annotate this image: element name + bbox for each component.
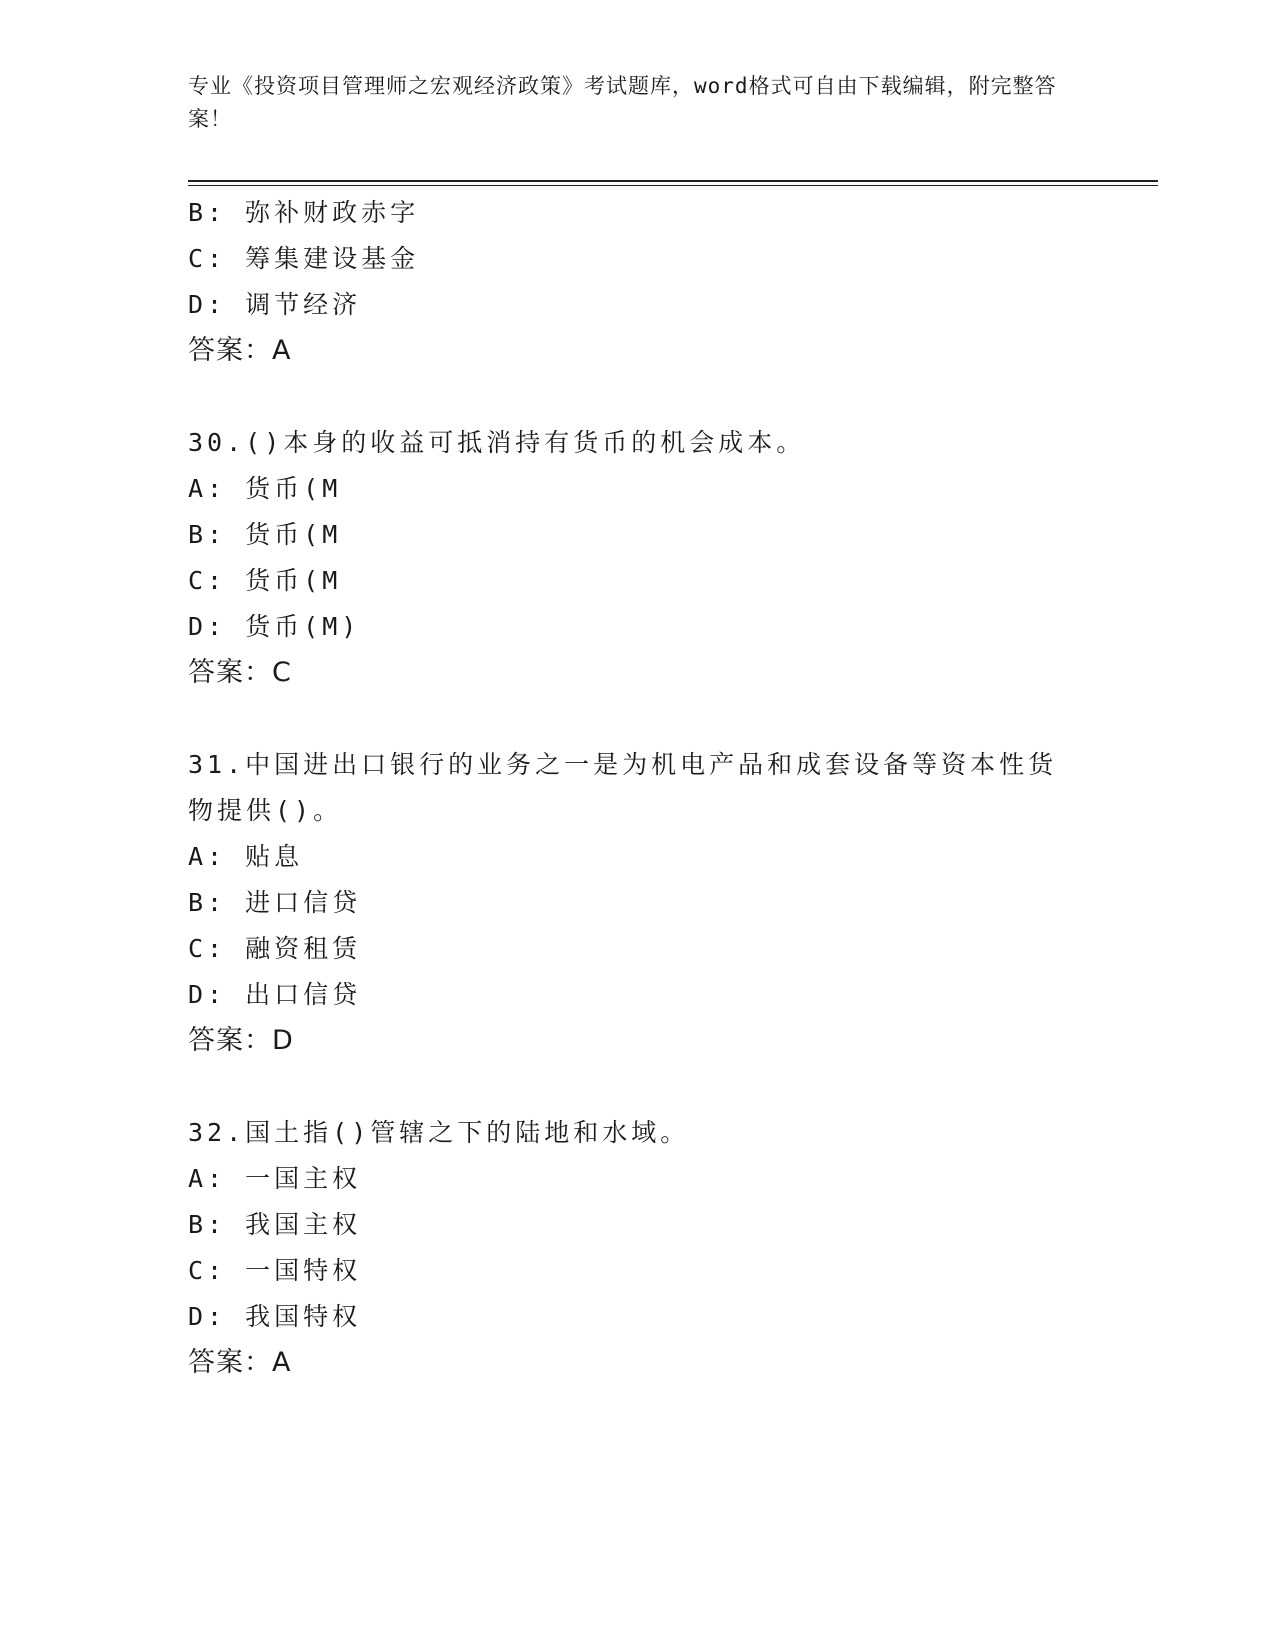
option-a: A: 一国主权 <box>188 1164 362 1193</box>
option-d: D: 我国特权 <box>188 1302 362 1331</box>
answer-line: 答案：A <box>188 1347 292 1378</box>
option-c: C: 筹集建设基金 <box>188 244 420 273</box>
option-b: B: 弥补财政赤字 <box>188 198 420 227</box>
answer-line: 答案：D <box>188 1025 294 1056</box>
question-30 <box>188 420 1088 696</box>
option-d: D: 出口信贷 <box>188 980 362 1009</box>
continued-question <box>188 190 1088 374</box>
header-divider-thin <box>188 185 1158 186</box>
option-b: B: 我国主权 <box>188 1210 362 1239</box>
answer-line: 答案：A <box>188 335 292 366</box>
option-a: A: 货币(M <box>188 474 342 503</box>
option-c: C: 融资租赁 <box>188 934 362 963</box>
header-divider-thick <box>188 180 1158 182</box>
question-text: 31.中国进出口银行的业务之一是为机电产品和成套设备等资本性货物提供()。 <box>188 750 1058 825</box>
option-c: C: 一国特权 <box>188 1256 362 1285</box>
question-text: 32.国土指()管辖之下的陆地和水域。 <box>188 1118 690 1147</box>
option-c: C: 货币(M <box>188 566 342 595</box>
question-content <box>188 190 1088 1386</box>
option-b: B: 货币(M <box>188 520 342 549</box>
option-d: D: 调节经济 <box>188 290 362 319</box>
answer-line: 答案：C <box>188 657 292 688</box>
question-text: 30.()本身的收益可抵消持有货币的机会成本。 <box>188 428 806 457</box>
option-a: A: 贴息 <box>188 842 304 871</box>
document-header: 专业《投资项目管理师之宏观经济政策》考试题库，word格式可自由下载编辑，附完整答案！ <box>188 74 1057 131</box>
question-31 <box>188 742 1088 1064</box>
question-32 <box>188 1110 1088 1386</box>
option-d: D: 货币(M) <box>188 612 361 641</box>
option-b: B: 进口信贷 <box>188 888 362 917</box>
